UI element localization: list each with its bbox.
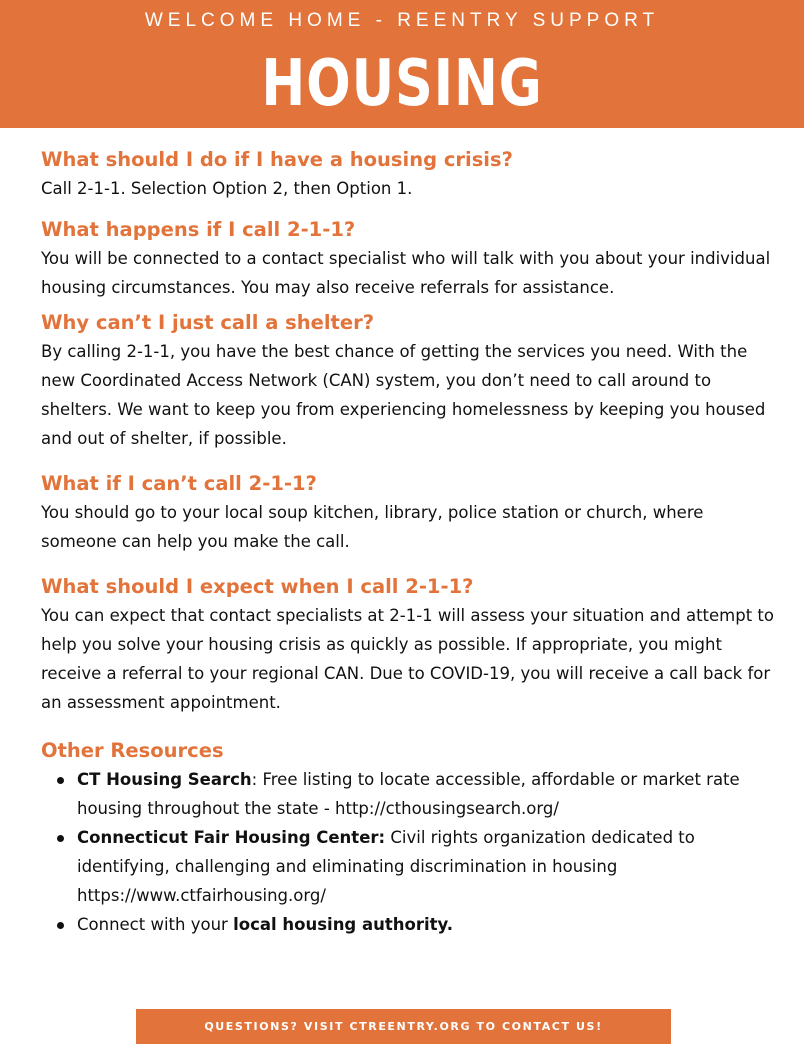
faq-question: What should I do if I have a housing crisis?	[41, 148, 513, 171]
faq-question: What if I can’t call 2-1-1?	[41, 472, 317, 495]
faq-question: What happens if I call 2-1-1?	[41, 218, 356, 241]
faq-answer: You should go to your local soup kitchen, library, police station or church, where someone can help you make the call.	[41, 503, 704, 551]
faq-item	[41, 309, 776, 453]
resource-name: local housing authority.	[233, 915, 454, 934]
resource-item-ct-housing-search	[77, 765, 776, 823]
resource-prefix: Connect with your	[77, 915, 234, 934]
header-banner	[0, 0, 804, 128]
faq-item	[41, 470, 776, 556]
resource-item-housing-authority	[77, 910, 776, 939]
resource-description: : Free listing to locate accessible, affordable or market rate housing throughout the state - http://cthousingsearch.org/	[77, 770, 740, 818]
faq-item	[41, 146, 776, 203]
resource-name: CT Housing Search	[77, 770, 252, 789]
header-subtitle: WELCOME HOME - REENTRY SUPPORT	[144, 10, 660, 31]
resources-heading: Other Resources	[41, 739, 224, 762]
faq-item	[41, 216, 776, 302]
resources-list	[41, 765, 776, 939]
faq-item	[41, 573, 776, 717]
footer-banner: QUESTIONS? VISIT CTREENTRY.ORG TO CONTACT US!	[136, 1009, 671, 1044]
faq-question: What should I expect when I call 2-1-1?	[41, 575, 474, 598]
faq-answer: By calling 2-1-1, you have the best chance of getting the services you need. With the new Coordinated Access Network (CAN) system, you don’t need to call around to shelters. We want to keep you from experiencing homelessness by keeping you housed and out of shelter, if possible.	[41, 342, 766, 448]
resource-name: Connecticut Fair Housing Center:	[77, 828, 386, 847]
faq-answer: You will be connected to a contact specialist who will talk with you about your individual housing circumstances. You may also receive referrals for assistance.	[41, 249, 771, 297]
faq-question: Why can’t I just call a shelter?	[41, 311, 375, 334]
faq-answer: Call 2-1-1. Selection Option 2, then Option 1.	[41, 179, 413, 198]
main-content	[41, 146, 776, 939]
resources-section	[41, 737, 776, 939]
resource-description: Civil rights organization dedicated to identifying, challenging and eliminating discrimination in housing https://www.ctfairhousing.org/	[77, 828, 695, 905]
resource-item-fair-housing-center	[77, 823, 776, 910]
page-title: HOUSING	[261, 47, 543, 121]
faq-answer: You can expect that contact specialists at 2-1-1 will assess your situation and attempt to help you solve your housing crisis as quickly as possible. If appropriate, you might receive a referral to your regional CAN. Due to COVID-19, you will receive a call back for an assessment appointment.	[41, 606, 775, 712]
